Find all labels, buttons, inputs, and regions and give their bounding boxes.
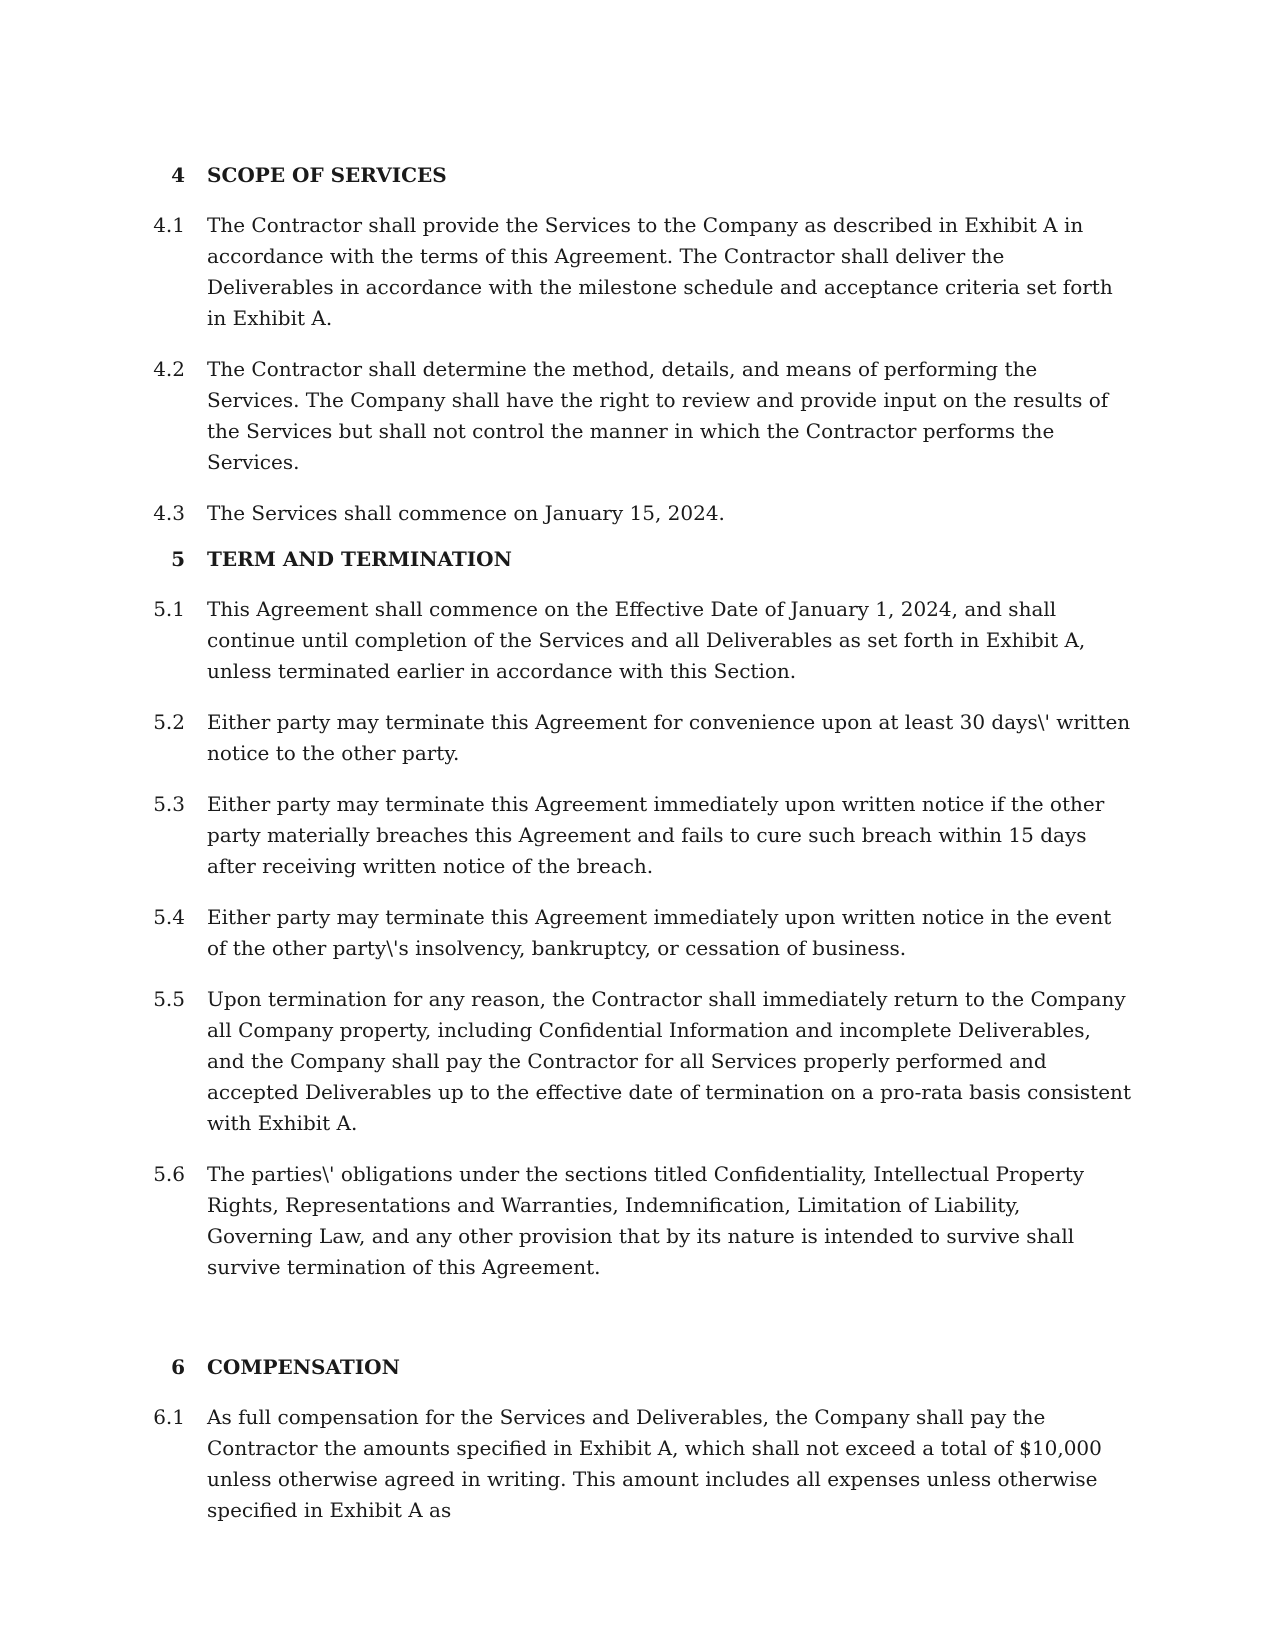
clause <box>0 594 1275 687</box>
clause-number: 4.1 <box>153 213 185 237</box>
clause <box>0 354 1275 478</box>
clause <box>0 984 1275 1139</box>
section-heading <box>0 544 1275 574</box>
clause-text: Upon termination for any reason, the Contractor shall immediately return to the Company all Company property, including Confidential Information and incomplete Deliverables, and the Company shall pay the Contractor for all Services properly performed and accepted Deliverables up to the effective date of termination on a pro-rata basis consistent with Exhibit A. <box>207 987 1131 1135</box>
section-number: 6 <box>171 1355 185 1379</box>
clause <box>0 789 1275 882</box>
clause-text: Either party may terminate this Agreement for convenience upon at least 30 days\' written notice to the other party. <box>207 710 1131 765</box>
clause <box>0 902 1275 964</box>
clause-number: 5.6 <box>153 1162 185 1186</box>
clause-number: 5.1 <box>153 597 185 621</box>
section-number: 5 <box>171 547 185 571</box>
clause-text: The Contractor shall provide the Services to the Company as described in Exhibit A in accordance with the terms of this Agreement. The Contractor shall deliver the Deliverables in accordance with the milestone schedule and acceptance criteria set forth in Exhibit A. <box>207 213 1113 330</box>
clause <box>0 1159 1275 1283</box>
clause-text: The Contractor shall determine the method, details, and means of performing the Services. The Company shall have the right to review and provide input on the results of the Services but shall not control the manner in which the Contractor performs the Services. <box>207 357 1109 474</box>
clause <box>0 1402 1275 1526</box>
section-compensation <box>0 1352 1275 1526</box>
section-title: SCOPE OF SERVICES <box>207 163 447 187</box>
clause <box>0 707 1275 769</box>
section-title: COMPENSATION <box>207 1355 400 1379</box>
clause <box>0 498 1275 529</box>
section-title: TERM AND TERMINATION <box>207 547 512 571</box>
clause-text: Either party may terminate this Agreement immediately upon written notice in the event of the other party\'s insolvency, bankruptcy, or cessation of business. <box>207 905 1112 960</box>
clause-number: 5.5 <box>153 987 185 1011</box>
section-number: 4 <box>171 163 185 187</box>
clause-number: 5.2 <box>153 710 185 734</box>
clause <box>0 210 1275 334</box>
clause-text: The parties\' obligations under the sections titled Confidentiality, Intellectual Property Rights, Representations and Warranties, Indemnification, Limitation of Liability, Governing Law, and any other provision that by its nature is intended to survive shall survive termination of this Agreement. <box>207 1162 1085 1279</box>
clause-text: The Services shall commence on January 15, 2024. <box>207 501 725 525</box>
clause-number: 6.1 <box>153 1405 185 1429</box>
clause-number: 5.3 <box>153 792 185 816</box>
clause-text: Either party may terminate this Agreement immediately upon written notice if the other party materially breaches this Agreement and fails to cure such breach within 15 days after receiving written notice of the breach. <box>207 792 1105 878</box>
clause-number: 5.4 <box>153 905 185 929</box>
clause-number: 4.3 <box>153 501 185 525</box>
section-scope-of-services <box>0 160 1275 529</box>
clause-text: As full compensation for the Services and Deliverables, the Company shall pay the Contractor the amounts specified in Exhibit A, which shall not exceed a total of $10,000 unless otherwise agreed in writing. This amount includes all expenses unless otherwise specified in Exhibit A as <box>207 1405 1102 1522</box>
section-heading <box>0 1352 1275 1382</box>
clause-text: This Agreement shall commence on the Effective Date of January 1, 2024, and shall continue until completion of the Services and all Deliverables as set forth in Exhibit A, unless terminated earlier in accordance with this Section. <box>207 597 1086 683</box>
section-term-and-termination <box>0 544 1275 1283</box>
section-heading <box>0 160 1275 190</box>
clause-number: 4.2 <box>153 357 185 381</box>
